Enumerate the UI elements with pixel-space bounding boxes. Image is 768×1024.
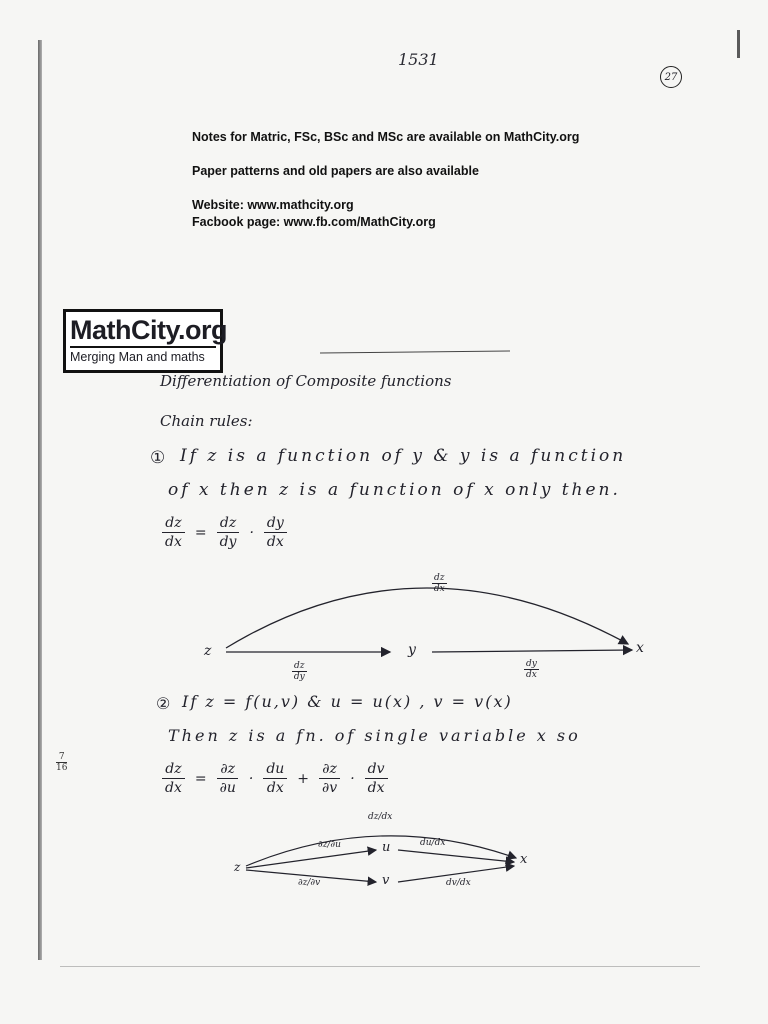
notice-website: Website: www.mathcity.org	[192, 198, 354, 212]
rule1-line1: If z is a function of y & y is a function	[180, 446, 627, 466]
rule2-marker: ②	[156, 694, 171, 713]
fraction-denominator: dx	[266, 780, 284, 796]
diagram2-node-u: u	[382, 840, 391, 855]
rule1-marker: ①	[150, 448, 166, 468]
diagram2-ux-label: du/dx	[420, 838, 446, 848]
fraction	[432, 573, 447, 594]
dot-operator: ·	[249, 524, 254, 541]
diagram1-node-y: y	[408, 642, 416, 658]
diagram1-arc-label	[432, 568, 447, 594]
fraction-numerator: dz	[434, 573, 445, 583]
fraction-numerator: dv	[365, 760, 388, 779]
diagram2-node-v: v	[382, 873, 390, 888]
rule2-line1: If z = f(u,v) & u = u(x) , v = v(x)	[182, 692, 513, 711]
fraction-denominator: dx	[433, 584, 445, 594]
diagram1-yx-label	[524, 654, 539, 680]
fraction-numerator: dy	[526, 659, 537, 669]
dot-operator: ·	[248, 770, 254, 787]
fraction-denominator: ∂v	[322, 780, 338, 796]
notice-line-2: Paper patterns and old papers are also available	[192, 164, 479, 178]
page-number: 1531	[398, 50, 439, 69]
diagram2-node-z: z	[234, 860, 241, 874]
fraction-denominator: dx	[526, 670, 537, 680]
fraction-numerator: du	[263, 760, 287, 779]
notes-subtitle: Chain rules:	[160, 412, 253, 430]
diagram1-arc-z-to-x	[226, 588, 628, 648]
rule1-line2: of x then z is a function of x only then.	[168, 480, 621, 500]
diagram1-node-z: z	[204, 643, 212, 659]
diagram2-vx-label: dv/dx	[446, 878, 471, 888]
fraction-numerator: dz	[217, 514, 239, 533]
equals-sign: =	[194, 524, 207, 541]
fraction-numerator: dz	[162, 760, 184, 779]
diagram1-arrow-y-to-x	[432, 650, 632, 652]
diagram1-node-x: x	[636, 640, 644, 656]
plus-sign: +	[297, 770, 310, 787]
fraction-denominator: dy	[293, 672, 305, 682]
notes-title: Differentiation of Composite functions	[160, 372, 452, 390]
fraction-denominator: ∂u	[219, 780, 236, 796]
fraction-numerator: ∂z	[217, 760, 238, 779]
diagram2-arc-label: dz/dx	[368, 812, 393, 822]
circled-page-number: 27	[660, 66, 682, 88]
fraction-denominator: dy	[219, 534, 237, 550]
diagram2-zu-label: ∂z/∂u	[318, 840, 341, 850]
fraction-denominator: dx	[266, 534, 284, 550]
notice-line-1: Notes for Matric, FSc, BSc and MSc are available on MathCity.org	[192, 130, 580, 144]
fraction-numerator: dz	[294, 661, 305, 671]
fraction	[292, 661, 307, 682]
diagram2-zv-label: ∂z/∂v	[298, 878, 321, 888]
fraction-denominator: dx	[165, 534, 182, 550]
margin-fraction	[56, 752, 67, 773]
diagram2-arc-z-to-x	[246, 836, 516, 866]
margin-denominator: 16	[56, 763, 68, 773]
fraction-numerator: dy	[264, 514, 287, 533]
margin-numerator: 7	[56, 752, 67, 763]
equals-sign: =	[194, 770, 207, 787]
title-rule	[320, 351, 510, 353]
dot-operator: ·	[350, 770, 355, 787]
fraction-numerator: ∂z	[319, 760, 340, 779]
notice-facebook: Facbook page: www.fb.com/MathCity.org	[192, 215, 436, 229]
fraction	[524, 659, 539, 680]
diagram2-node-x: x	[520, 852, 528, 867]
logo-name: MathCity.org	[70, 314, 216, 348]
logo-tagline: Merging Man and maths	[70, 350, 205, 364]
fraction-numerator: dz	[162, 514, 184, 533]
diagram1-zy-label	[292, 656, 307, 682]
rule2-line2: Then z is a fn. of single variable x so	[168, 726, 581, 745]
bottom-rule	[60, 966, 700, 967]
fraction-denominator: dx	[367, 780, 385, 796]
fraction-denominator: dx	[165, 780, 182, 796]
